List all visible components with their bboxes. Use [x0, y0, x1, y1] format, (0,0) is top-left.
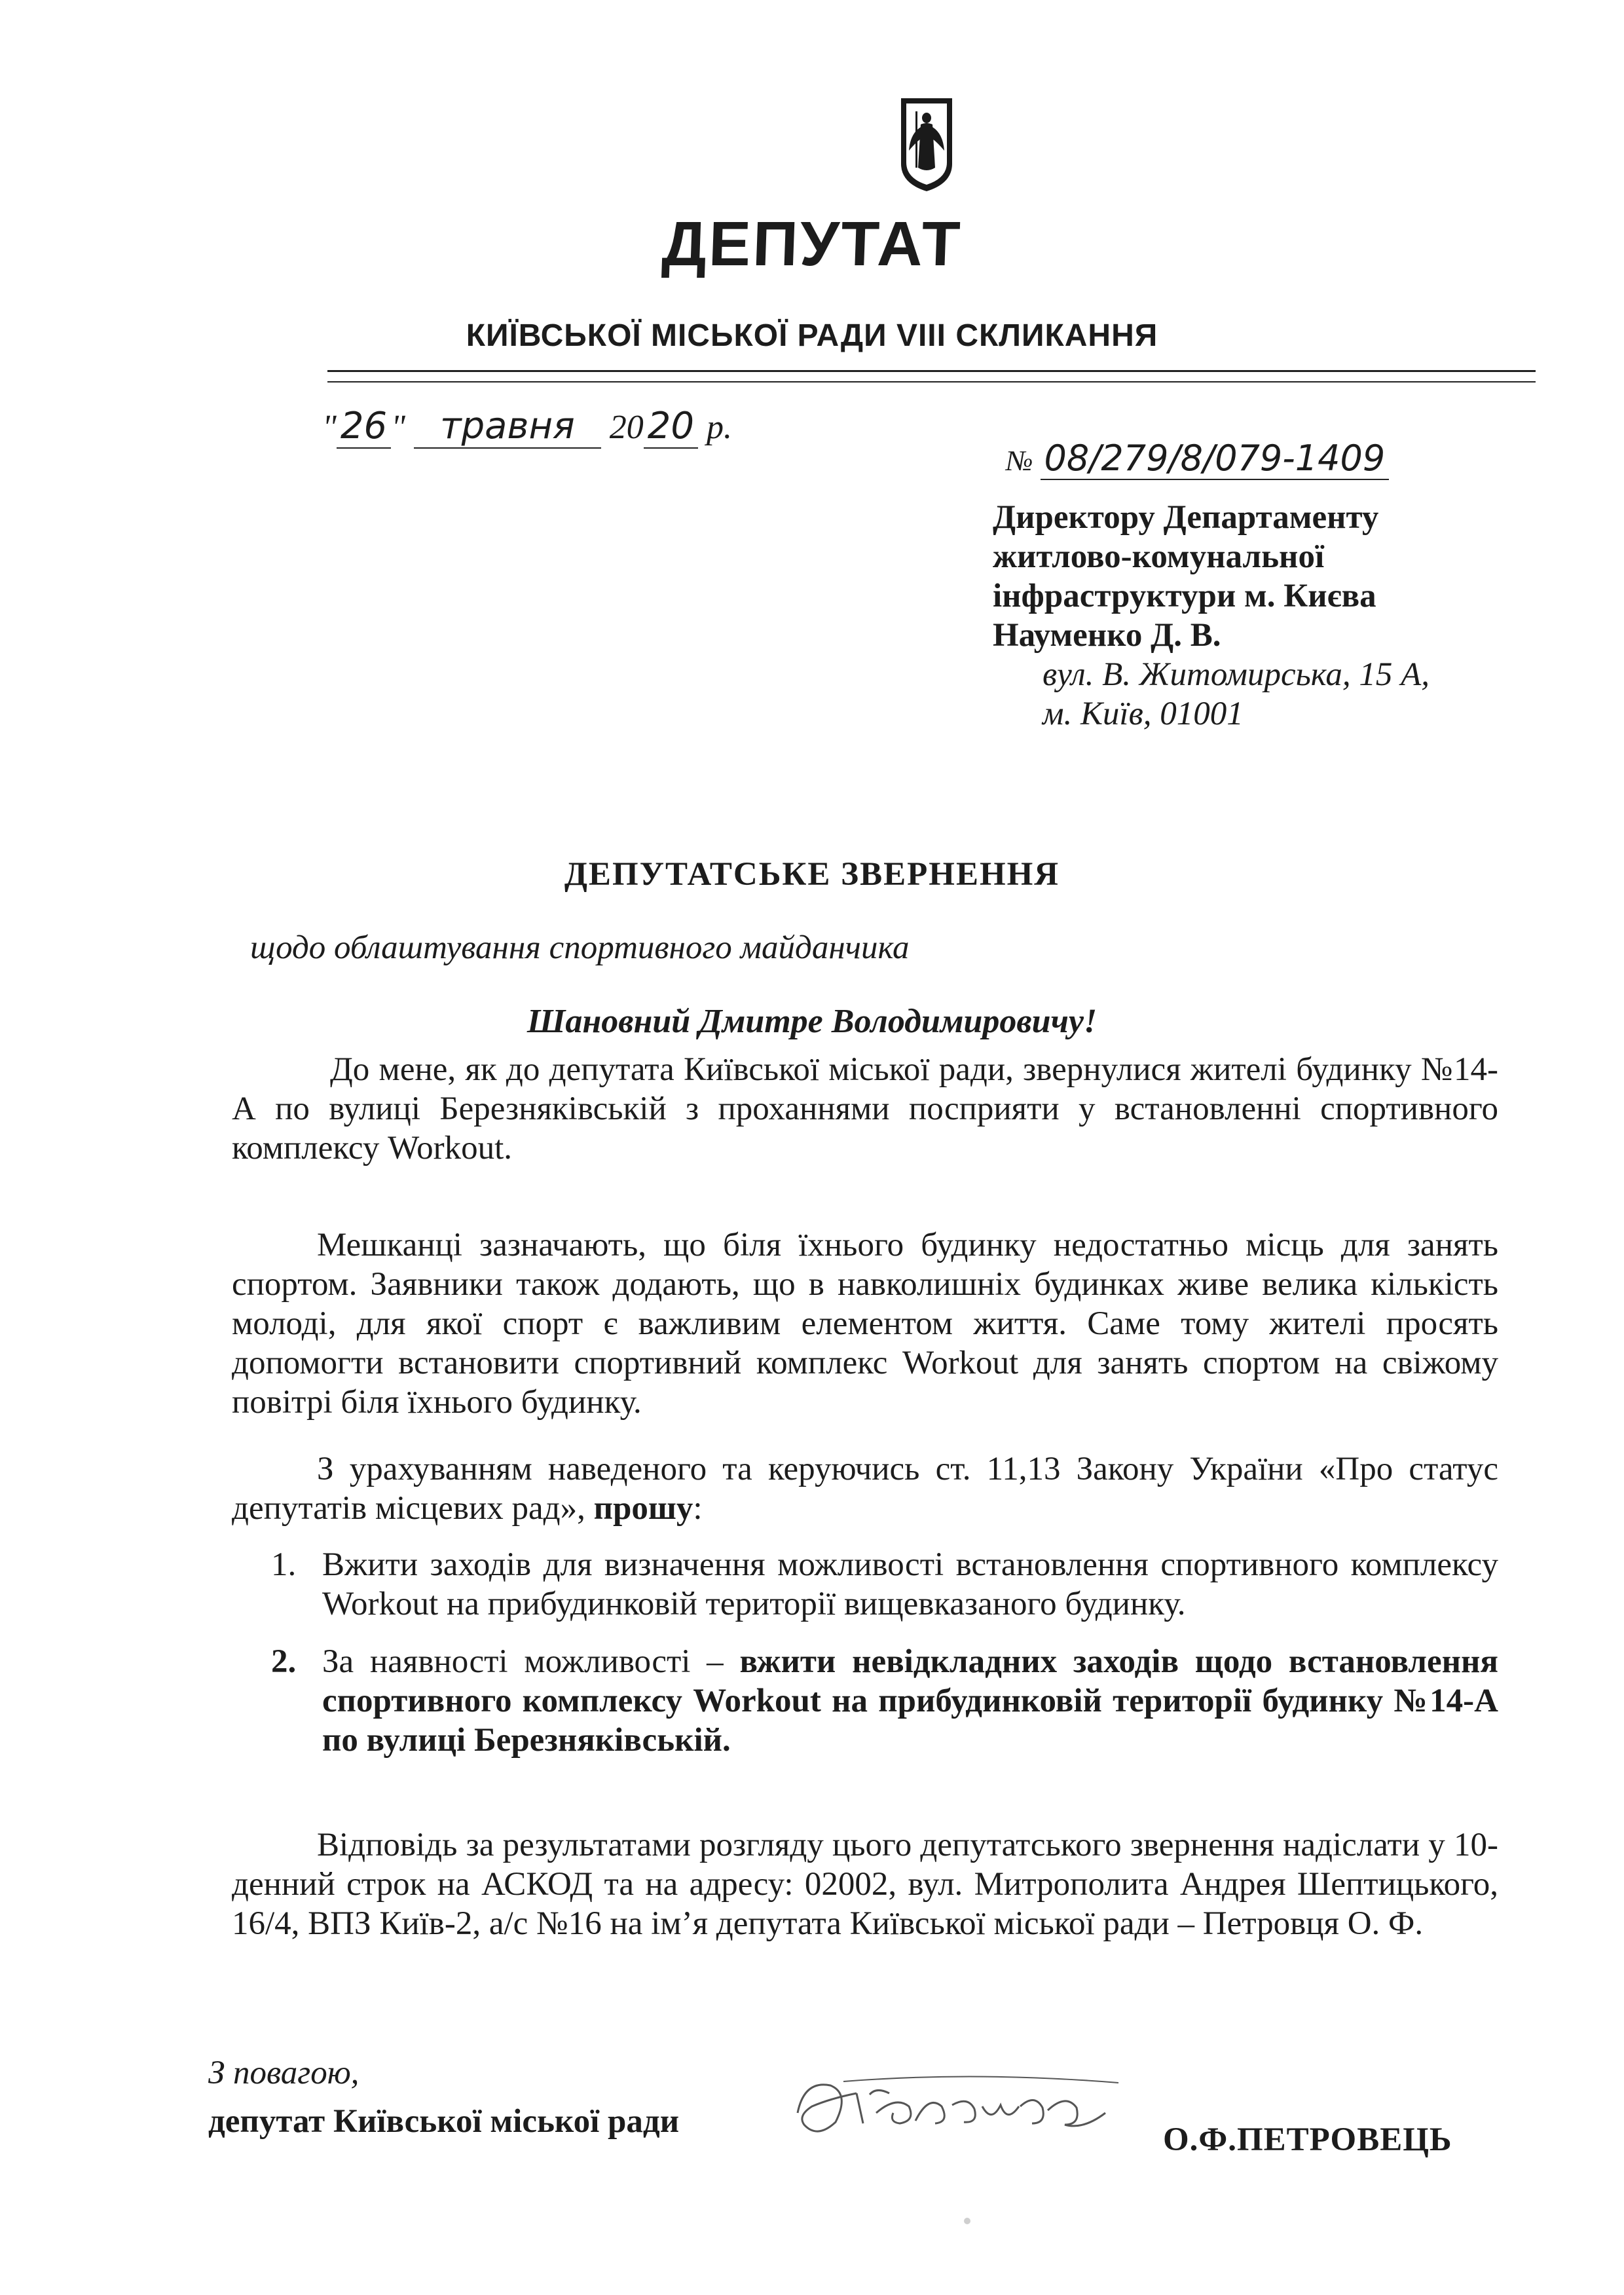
header-divider-bottom: [327, 381, 1536, 382]
paragraph-1: До мене, як до депутата Київської міської ради, звернулися жителі будинку №14-А по вулиці Березняківській з проханнями посприяти у встановленні спортивного комплексу Workout.: [232, 1051, 1498, 1166]
paragraph-3: [232, 1449, 1498, 1528]
recipient-line-2: житлово-комунальної: [993, 538, 1325, 575]
header-divider-top: [327, 370, 1536, 372]
number-value: 08/279/8/079-1409: [1041, 438, 1390, 480]
recipient-address-1: вул. В. Житомирська, 15 А,: [1043, 656, 1430, 693]
paragraph-3-request: прошу: [593, 1490, 693, 1527]
recipient-block: [993, 498, 1430, 734]
list-item-2-lead: За наявності можливості –: [322, 1643, 740, 1680]
number-label: №: [1006, 445, 1033, 477]
letter-number: [1006, 438, 1389, 479]
recipient-address-2: м. Київ, 01001: [1043, 696, 1244, 732]
list-item-1-marker: 1.: [271, 1546, 297, 1583]
recipient-line-3: інфраструктури м. Києва: [993, 578, 1376, 614]
list-item-2-body: [271, 1642, 1498, 1760]
recipient-line-1: Директору Департаменту: [993, 499, 1379, 536]
signatory-position: депутат Київської міської ради: [208, 2103, 680, 2140]
date-suffix: р.: [707, 409, 733, 446]
list-item-2-marker: 2.: [271, 1643, 297, 1680]
salutation: Шановний Дмитре Володимировичу!: [526, 1003, 1098, 1040]
scan-speck: [964, 2218, 970, 2224]
list-item-1-text: Вжити заходів для визначення можливості встановлення спортивного комплексу Workout на прибудинковій території вищевказаного будинку.: [322, 1546, 1498, 1622]
date-month: травня: [414, 405, 601, 449]
date-close-quote: ": [391, 409, 405, 446]
date-year-prefix: 20: [609, 409, 644, 446]
document-title: ДЕПУТАТСЬКЕ ЗВЕРНЕННЯ: [564, 856, 1060, 893]
paragraph-3-text: З урахуванням наведеного та керуючись ст. 11,13 Закону України «Про статус депутатів місцевих рад»,: [232, 1451, 1498, 1527]
signatory-name: О.Ф.ПЕТРОВЕЦЬ: [1163, 2121, 1452, 2158]
date-open-quote: ": [322, 409, 337, 446]
closing-greeting: З повагою,: [208, 2055, 360, 2091]
kyiv-coat-of-arms-icon: [898, 96, 955, 194]
recipient-name: Науменко Д. В.: [993, 617, 1221, 654]
handwritten-signature: [778, 2067, 1145, 2146]
date-day: 26: [337, 405, 391, 449]
list-item-2-emphasis: вжити невідкладних заходів щодо встановлення спортивного комплексу Workout на прибудинковій території будинку №14-А по вулиці Березняківській.: [322, 1643, 1498, 1759]
list-item-2: [271, 1642, 1498, 1760]
paragraph-2: Мешканці зазначають, що біля їхнього будинку недостатньо місць для занять спортом. Заявники також додають, що в навколишніх будинках живе велика кількість молоді, для якої спорт є важливим елементом життя. Саме тому жителі просять допомогти встановити спортивний комплекс Workout для занять спортом на свіжому повітрі біля їхнього будинку.: [232, 1227, 1498, 1421]
deputy-title: ДЕПУТАТ: [661, 209, 963, 279]
letter-date: [322, 405, 732, 447]
paragraph-3-colon: :: [693, 1490, 703, 1527]
date-year-suffix: 20: [644, 405, 698, 449]
list-item-1: [271, 1545, 1498, 1624]
paragraph-4: Відповідь за результатами розгляду цього депутатського звернення надіслати у 10-денний строк на АСКОД та на адресу: 02002, вул. Митрополита Андрея Шептицького, 16/4, ВПЗ Київ-2, а/с №16 на ім’я депутата Київської міської ради – Петровця О. Ф.: [232, 1827, 1498, 1942]
council-subtitle: КИЇВСЬКОЇ МІСЬКОЇ РАДИ VIII СКЛИКАННЯ: [466, 318, 1158, 353]
document-subtitle: щодо облаштування спортивного майданчика: [250, 929, 910, 966]
